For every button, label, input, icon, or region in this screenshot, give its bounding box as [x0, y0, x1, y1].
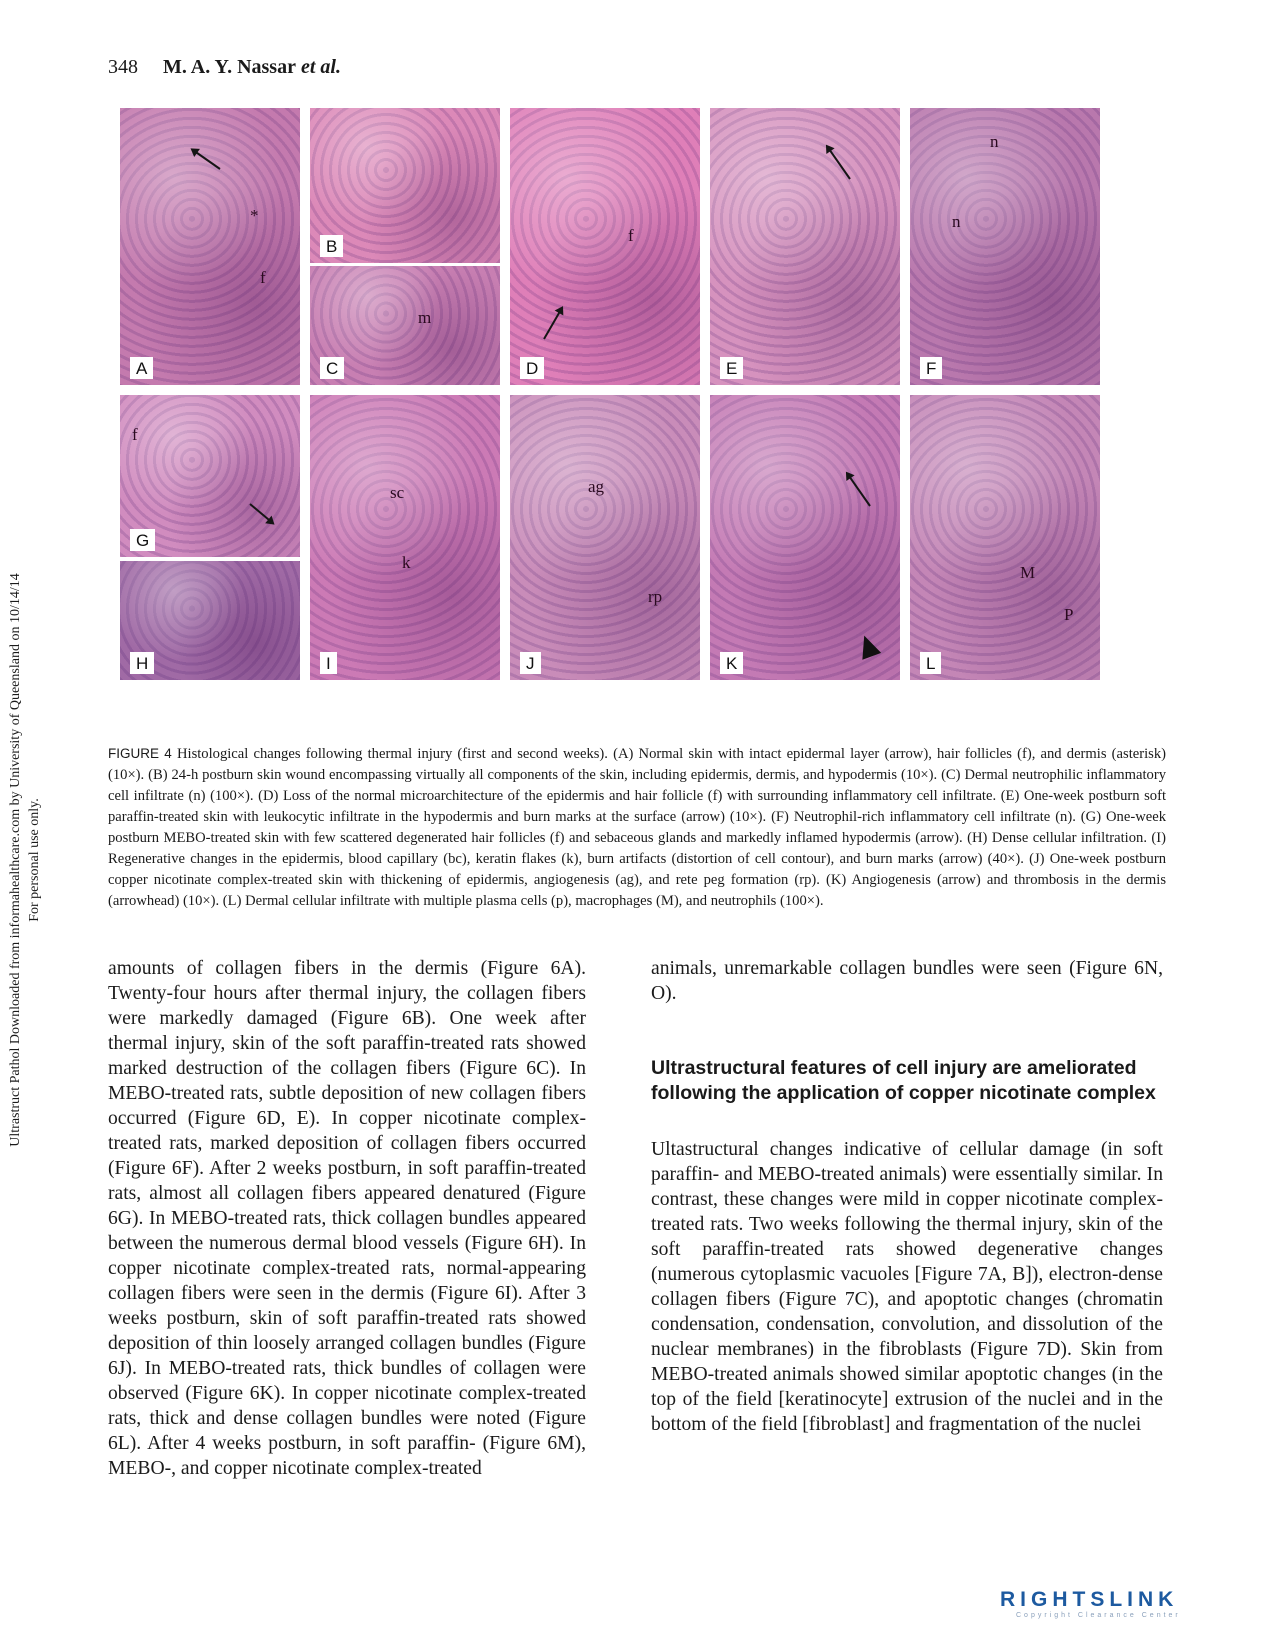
- figure-4-micrographs: [120, 108, 1165, 723]
- panel-label: F: [920, 357, 942, 379]
- panel-d: [510, 108, 700, 385]
- watermark-line-2: For personal use only.: [27, 798, 42, 922]
- panel-j: [510, 395, 700, 680]
- panel-label: A: [130, 357, 153, 379]
- panel-f: [910, 108, 1100, 385]
- annotation-j-rp: rp: [648, 587, 663, 606]
- panel-label: C: [320, 357, 344, 379]
- panel-label: I: [320, 652, 337, 674]
- panel-h: [120, 561, 300, 680]
- panel-l: [910, 395, 1100, 680]
- page-number: 348: [108, 56, 138, 78]
- panel-g: [120, 395, 300, 557]
- rightslink-logo: [1000, 1588, 1240, 1628]
- caption-text: Histological changes following thermal injury (first and second weeks). (A) Normal skin with intact epidermal layer (arrow), hair follicles (f), and dermis (asterisk) (10×). (B) 24-h postburn skin wound encompassing virtually all components of the skin, including epidermis, dermis, and hypodermis (10×). (C) Dermal neutrophilic inflammatory cell infiltrate (n) (100×). (D) Loss of the normal microarchitecture of the epidermis and hair follicle (f) with surrounding inflammatory cell infiltrate. (E) One-week postburn soft paraffin-treated skin with leukocytic infiltrate in the hypodermis and burn marks at the surface (arrow) (10×). (F) Neutrophil-rich inflammatory cell infiltrate (n). (G) One-week postburn MEBO-treated skin with few scattered degenerated hair follicles (f) and sebaceous glands and markedly inflamed hypodermis (arrow). (H) Dense cellular infiltration. (I) Regenerative changes in the epidermis, blood capillary (bc), keratin flakes (k), burn artifacts (distortion of cell contour), and burn marks (arrow) (40×). (J) One-week postburn copper nicotinate complex-treated skin with thickening of epidermis, angiogenesis (ag), and rete peg formation (rp). (K) Angiogenesis (arrow) and thrombosis in the dermis (arrowhead) (10×). (L) Dermal cellular infiltrate with multiple plasma cells (p), macrophages (M), and neutrophils (100×).: [108, 746, 1166, 909]
- watermark-line-1: Ultrastruct Pathol Downloaded from informahealthcare.com by University of Queensland on 10/14/14: [8, 573, 23, 1147]
- arrow-icon: [249, 503, 273, 524]
- annotation-a-asterisk: *: [250, 206, 259, 225]
- arrow-icon: [192, 149, 221, 170]
- paragraph: animals, unremarkable collagen bundles were seen (Figure 6N, O).: [651, 958, 1163, 1004]
- annotation-g-f: f: [132, 425, 138, 444]
- panel-k: [710, 395, 900, 680]
- annotation-i-k: k: [402, 553, 411, 572]
- arrow-icon: [543, 307, 563, 339]
- annotation-l-m: M: [1020, 563, 1036, 582]
- annotation-j-ag: ag: [588, 477, 605, 496]
- panel-label: G: [130, 529, 155, 551]
- arrow-icon: [846, 473, 871, 507]
- panel-i: [310, 395, 500, 680]
- arrow-icon: [826, 146, 851, 180]
- running-header: [108, 56, 341, 79]
- arrowhead-icon: [855, 632, 881, 660]
- annotation-d-f: f: [628, 226, 634, 245]
- panel-a: [120, 108, 300, 385]
- panel-label: B: [320, 235, 343, 257]
- panel-label: J: [520, 652, 541, 674]
- author-names: M. A. Y. Nassar: [163, 56, 296, 78]
- annotation-f-n2: n: [952, 212, 961, 231]
- panel-label: D: [520, 357, 544, 379]
- panel-b: [310, 108, 500, 263]
- panel-label: H: [130, 652, 154, 674]
- panel-c: [310, 266, 500, 385]
- figure-caption: [108, 743, 1166, 912]
- panel-label: L: [920, 652, 941, 674]
- rightslink-wordmark: RIGHTSLINK: [1000, 1588, 1179, 1611]
- author-suffix: et al.: [295, 56, 341, 78]
- annotation-f-n1: n: [990, 132, 999, 151]
- body-column-right: [651, 956, 1163, 1437]
- figure-label: FIGURE 4: [108, 746, 172, 761]
- rightslink-subtitle: Copyright Clearance Center: [1016, 1612, 1181, 1619]
- panel-e: [710, 108, 900, 385]
- annotation-c-m: m: [418, 308, 432, 327]
- panel-label: K: [720, 652, 743, 674]
- panel-label: E: [720, 357, 743, 379]
- body-column-left: [108, 956, 586, 1481]
- paragraph: amounts of collagen fibers in the dermis (Figure 6A). Twenty-four hours after thermal injury, the collagen fibers were markedly damaged (Figure 6B). One week after thermal injury, skin of the soft paraffin-treated rats showed marked destruction of the collagen fibers (Figure 6C). In MEBO-treated rats, subtle deposition of new collagen fibers occurred (Figure 6D, E). In copper nicotinate complex-treated rats, marked deposition of collagen fibers occurred (Figure 6F). After 2 weeks postburn, in soft paraffin-treated rats, almost all collagen fibers appeared denatured (Figure 6G). In MEBO-treated rats, thick collagen bundles appeared between the numerous dermal blood vessels (Figure 6H). In copper nicotinate complex-treated rats, normal-appearing collagen fibers were seen in the dermis (Figure 6I). After 3 weeks postburn, skin of soft paraffin-treated rats showed deposition of thin loosely arranged collagen bundles (Figure 6J). In MEBO-treated rats, thick bundles of collagen were observed (Figure 6K). In copper nicotinate complex-treated rats, thick and dense collagen bundles were noted (Figure 6L). After 4 weeks postburn, in soft paraffin- (Figure 6M), MEBO-, and copper nicotinate complex-treated: [108, 958, 586, 1479]
- annotation-i-sc: sc: [390, 483, 405, 502]
- paragraph: Ultastructural changes indicative of cellular damage (in soft paraffin- and MEBO-treated animals) were essentially similar. In contrast, these changes were mild in copper nicotinate complex-treated rats. Two weeks following the thermal injury, skin of the soft paraffin-treated rats showed degenerative changes (numerous cytoplasmic vacuoles [Figure 7A, B]), electron-dense collagen fibers (Figure 7C), and apoptotic changes (chromatin condensation, condensation, convolution, and dissolution of the nuclear membranes) in the fibroblasts (Figure 7D). Skin from MEBO-treated animals showed similar apoptotic changes (in the top of the field [keratinocyte] extrusion of the nuclei and in the bottom of the field [fibroblast] and fragmentation of the nuclei: [651, 1139, 1163, 1435]
- annotation-l-p: P: [1064, 605, 1074, 624]
- download-watermark: [6, 455, 48, 1265]
- annotation-a-f: f: [260, 268, 266, 287]
- section-heading: Ultrastructural features of cell injury are ameliorated following the application of copper nicotinate complex: [651, 1057, 1156, 1104]
